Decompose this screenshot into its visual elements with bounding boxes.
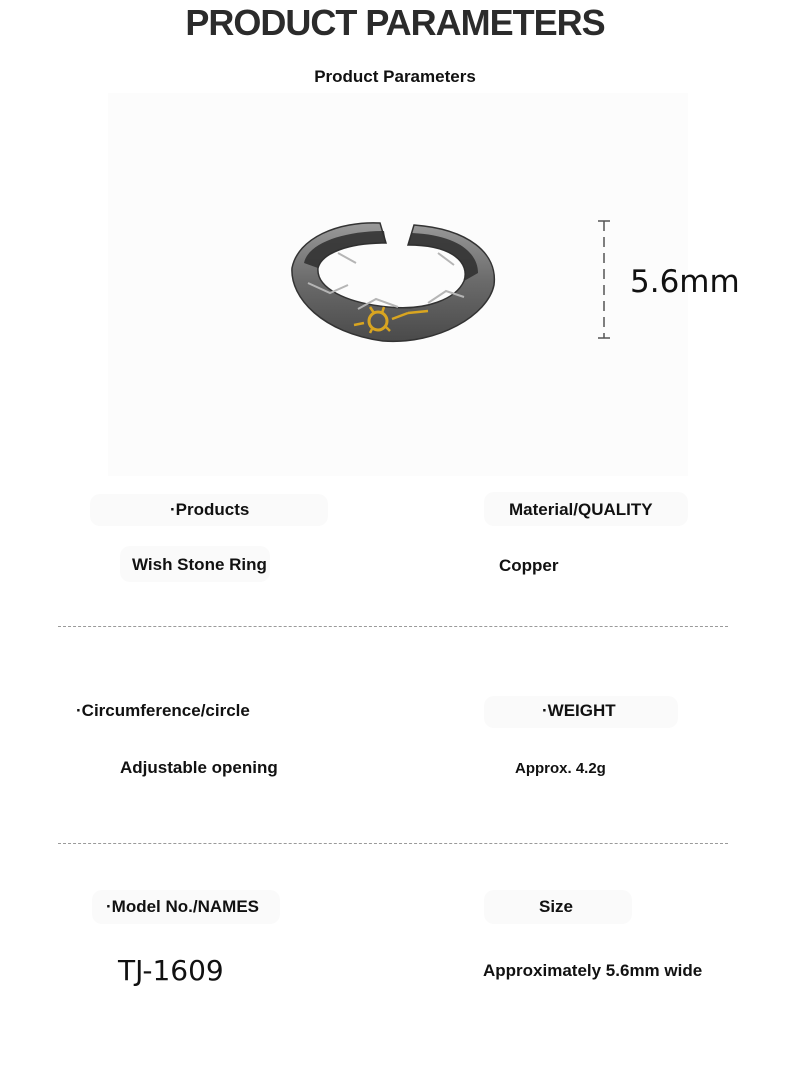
size-label: Size: [539, 897, 574, 916]
circumference-value: Adjustable opening: [120, 758, 278, 777]
products-label: ·Products: [170, 500, 250, 519]
section-subtitle: Product Parameters: [314, 67, 476, 86]
divider: [58, 843, 728, 844]
material-value: Copper: [499, 556, 559, 575]
material-label: Material/QUALITY: [509, 500, 653, 519]
model-label: ·Model No./NAMES: [106, 897, 259, 916]
products-value: Wish Stone Ring: [132, 555, 267, 574]
model-value: TJ-1609: [118, 954, 224, 987]
circumference-label: ·Circumference/circle: [76, 701, 250, 720]
size-value: Approximately 5.6mm wide: [483, 961, 703, 980]
ring-icon: [292, 223, 494, 342]
ring-illustration: [108, 93, 688, 476]
page-title: PRODUCT PARAMETERS: [185, 2, 605, 43]
dimension-ruler: [598, 221, 610, 338]
divider: [58, 626, 728, 627]
weight-value: Approx. 4.2g: [515, 760, 606, 777]
product-photo: [108, 93, 688, 476]
dimension-label: 5.6mm: [630, 264, 740, 300]
weight-label: ·WEIGHT: [542, 701, 616, 720]
